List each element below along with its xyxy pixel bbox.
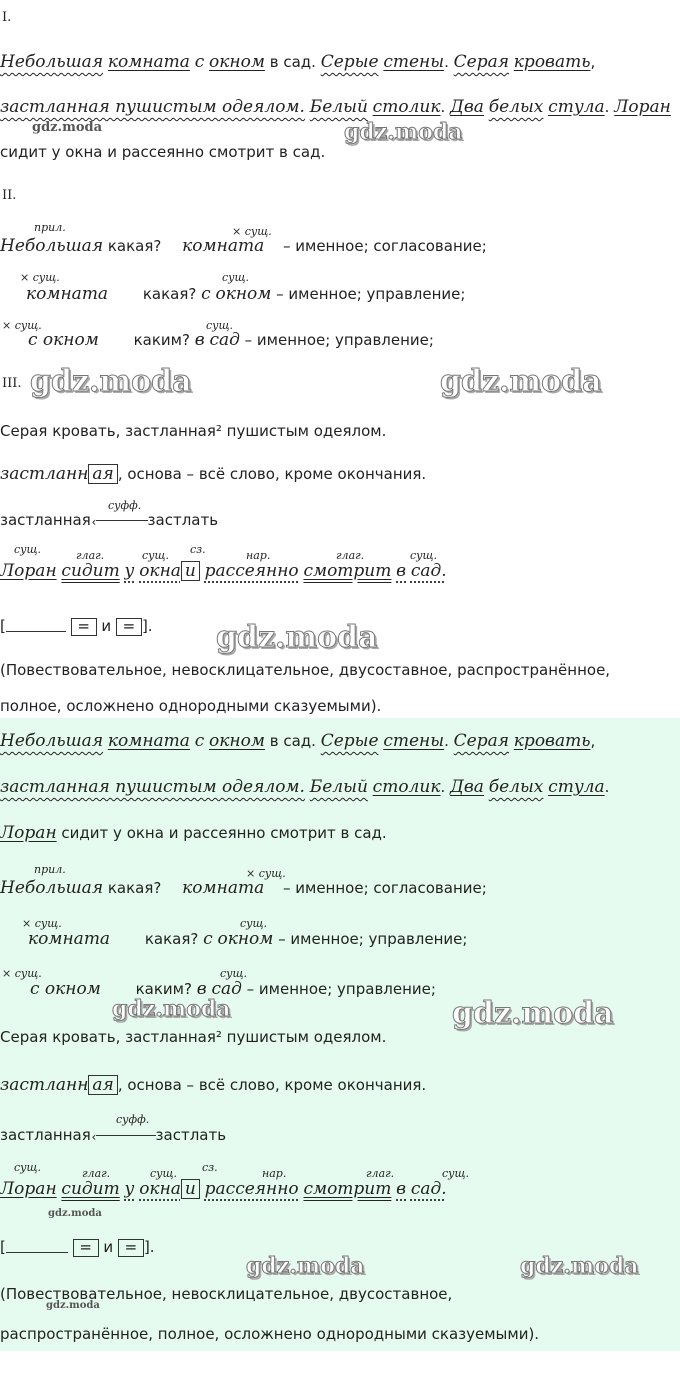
subject: Лоран (0, 1179, 57, 1199)
phrase-word: Небольшая (0, 236, 104, 256)
g-morpheme-line (0, 1075, 426, 1095)
word-seraya: Серая (453, 52, 509, 72)
morph-desc: , основа – всё слово, кроме окончания. (117, 1076, 427, 1094)
word: Два (450, 777, 484, 797)
dot: . (444, 732, 449, 750)
dot: . (444, 53, 449, 71)
phrase-word: окном (217, 929, 274, 949)
sentence-line-3: сидит у окна и рассеянно смотрит в сад. (0, 143, 326, 161)
phrase-prep: в (196, 979, 207, 999)
phrase-desc: – именное; согласование; (283, 237, 487, 255)
g-phrase-3 (30, 979, 436, 999)
adverbial: рассеянно (204, 1179, 299, 1199)
phrase-2 (26, 284, 465, 304)
mark-noun: × сущ. (232, 225, 272, 238)
watermark: gdz.moda (440, 364, 602, 399)
scheme-subject (6, 1252, 68, 1253)
g-desc-line-1: (Повествовательное, невосклицательное, двусоставное, (0, 1285, 453, 1303)
mark: сущ. (220, 967, 248, 980)
morph-ending: ая (88, 1075, 117, 1095)
phrase-word: окном (215, 284, 272, 304)
phrase-question: какая? (107, 879, 162, 897)
deriv-from: застланная (0, 511, 91, 529)
adverbial: окна (139, 1179, 181, 1199)
phrase-word: комната (182, 878, 265, 898)
word: Лоран (0, 823, 57, 843)
mark: глаг. (366, 1167, 395, 1180)
word: столик (372, 777, 441, 797)
phrase-question: какая? (142, 285, 197, 303)
phrase-question: каким? (133, 331, 190, 349)
word: с (194, 731, 205, 751)
word-komnata: комната (107, 52, 190, 72)
morpheme-line (0, 464, 426, 484)
g-parsed-sentence (0, 1179, 447, 1199)
mark: сущ. (442, 1167, 470, 1180)
phrase-desc: – именное; управление; (244, 331, 434, 349)
adverbial: рассеянно (204, 561, 299, 581)
scheme-bracket: ]. (143, 1238, 155, 1256)
mark-noun: × сущ. (2, 319, 42, 332)
word: в сад. (269, 732, 316, 750)
mark-noun: сущ. (222, 271, 250, 284)
prep: у (124, 561, 135, 581)
derivation-line (0, 510, 218, 530)
word-serye: Серые (320, 52, 379, 72)
deriv-to: застлать (147, 511, 219, 529)
phrase-prep: в (194, 330, 205, 350)
comma: , (590, 732, 596, 750)
adverbial: сад. (410, 1179, 447, 1199)
phrase-word: комната (182, 236, 265, 256)
word-s: с (194, 52, 205, 72)
word: стула (548, 777, 605, 797)
phrase-3 (28, 330, 434, 350)
mark: × сущ. (246, 867, 286, 880)
watermark: gdz.moda (344, 119, 463, 145)
prep: у (124, 1179, 135, 1199)
g-phrase-2 (28, 929, 467, 949)
watermark: gdz.moda (32, 120, 103, 135)
morph-stem: застланн (0, 464, 89, 484)
sentence-line-2 (0, 97, 671, 117)
scheme-predicate: = (73, 1239, 99, 1257)
deriv-from: застланная (0, 1126, 91, 1144)
g-phrase-1 (0, 878, 487, 898)
mark: × сущ. (22, 917, 62, 930)
phrase-word: сад (211, 979, 242, 999)
parsed-sentence (0, 561, 447, 581)
word-stula: стула (548, 97, 605, 117)
scheme-and: и (103, 1238, 114, 1256)
g-sentence-line-1 (0, 731, 595, 751)
scheme-subject (6, 631, 66, 632)
g-sentence-line-2 (0, 777, 609, 797)
watermark: gdz.moda (48, 1208, 102, 1219)
word-stolik: столик (372, 97, 441, 117)
prep: в (396, 1179, 407, 1199)
mark: сущ. (14, 1161, 42, 1174)
mark: прил. (34, 863, 66, 876)
mark-suffix: суфф. (116, 1113, 150, 1126)
mark: сущ. (410, 549, 438, 562)
watermark: gdz.moda (216, 620, 378, 655)
morph-ending: ая (88, 464, 117, 484)
conjunction: и (181, 1179, 200, 1199)
phrase-word: с окном (30, 979, 101, 999)
phrase-1 (0, 236, 487, 256)
word-steny: стены (383, 52, 445, 72)
dot: . (440, 778, 446, 796)
arrow-left-icon: ‹ (96, 1135, 156, 1136)
mark: сущ. (142, 549, 170, 562)
watermark: gdz.moda (112, 996, 231, 1022)
mark-noun: сущ. (206, 319, 234, 332)
word-dva: Два (450, 97, 484, 117)
g-desc-line-2: распространённое, полное, осложнено однородными сказуемыми). (0, 1325, 540, 1343)
scheme-and: и (101, 617, 112, 635)
mark: нар. (262, 1167, 287, 1180)
phrase-desc: – именное; управление; (246, 980, 436, 998)
word: комната (107, 731, 190, 751)
mark: нар. (246, 549, 271, 562)
word-v-sad: в сад. (269, 53, 316, 71)
word-belyi: Белый (309, 97, 368, 117)
word-belyh: белых (488, 97, 544, 117)
scheme-predicate: = (116, 618, 142, 636)
phrase-prep: с (201, 284, 211, 304)
mark: × сущ. (2, 967, 42, 980)
predicate: смотрит (303, 561, 392, 581)
phrase-desc: – именное; согласование; (283, 879, 487, 897)
g-sentence-line-3 (0, 823, 387, 843)
conjunction: и (181, 561, 200, 581)
morph-stem: застланн (0, 1075, 89, 1095)
phrase-prep: с (203, 929, 213, 949)
g-sentence-scheme (0, 1237, 155, 1257)
predicate: смотрит (303, 1179, 392, 1199)
mark-adj: прил. (34, 221, 66, 234)
desc-line-2: полное, осложнено однородными сказуемыми). (0, 697, 382, 715)
mark: сз. (202, 1161, 218, 1174)
morph-desc: , основа – всё слово, кроме окончания. (117, 465, 427, 483)
word: Серая (453, 731, 509, 751)
mark: сущ. (150, 1167, 178, 1180)
phrase-question: каким? (135, 980, 192, 998)
subject: Лоран (0, 561, 57, 581)
phrase-question: какая? (107, 237, 162, 255)
dot: . (440, 98, 446, 116)
word: сидит у окна и рассеянно смотрит в сад. (61, 824, 387, 842)
phrase-word: комната (28, 929, 111, 949)
scheme-bracket: [ (0, 1238, 6, 1256)
mark: сз. (190, 543, 206, 556)
word: стены (383, 731, 445, 751)
word-nebolshaya: Небольшая (0, 52, 104, 72)
scheme-predicate: = (71, 618, 97, 636)
watermark: gdz.moda (246, 1253, 365, 1279)
scheme-predicate: = (118, 1239, 144, 1257)
word-oknom: окном (209, 52, 265, 72)
arrow-left-icon: ‹ (96, 520, 148, 521)
dot: . (604, 778, 610, 796)
mark: сущ. (14, 543, 42, 556)
analysis-line: Серая кровать, застланная² пушистым одеялом. (0, 422, 387, 440)
sentence-line-1 (0, 52, 595, 72)
scheme-bracket: [ (0, 617, 6, 635)
adverbial: окна (139, 561, 181, 581)
watermark: gdz.moda (30, 364, 192, 399)
mark: глаг. (82, 1167, 111, 1180)
g-derivation-line (0, 1125, 226, 1145)
phrase-word: с окном (28, 330, 99, 350)
mark: сущ. (240, 917, 268, 930)
mark: глаг. (336, 549, 365, 562)
phrase-word: сад (209, 330, 240, 350)
word: кровать (513, 731, 591, 751)
predicate: сидит (61, 561, 120, 581)
dot: . (604, 98, 610, 116)
word: окном (209, 731, 265, 751)
phrase-desc: – именное; управление; (278, 930, 468, 948)
phrase-question: какая? (144, 930, 199, 948)
watermark: gdz.moda (520, 1253, 639, 1279)
word: Небольшая (0, 731, 104, 751)
prep: в (396, 561, 407, 581)
watermark: gdz.moda (452, 996, 614, 1031)
mark: глаг. (76, 549, 105, 562)
sentence-scheme (0, 616, 153, 636)
word: белых (488, 777, 544, 797)
word-loran: Лоран (614, 97, 671, 117)
roman-one: I. (2, 10, 12, 25)
roman-two: II. (2, 188, 17, 203)
word-zastlannaya: застланная пушистым одеялом. (0, 97, 305, 117)
desc-line-1: (Повествовательное, невосклицательное, двусоставное, распространённое, (0, 661, 611, 679)
phrase-word: комната (26, 284, 109, 304)
phrase-desc: – именное; управление; (276, 285, 466, 303)
mark-suffix: суфф. (108, 499, 142, 512)
predicate: сидит (61, 1179, 120, 1199)
word: Белый (309, 777, 368, 797)
scheme-bracket: ]. (141, 617, 153, 635)
comma: , (590, 53, 596, 71)
watermark: gdz.moda (46, 1300, 100, 1311)
word-krovat: кровать (513, 52, 591, 72)
g-analysis-line: Серая кровать, застланная² пушистым одеялом. (0, 1028, 387, 1046)
deriv-to: застлать (155, 1126, 227, 1144)
word: застланная пушистым одеялом. (0, 777, 305, 797)
mark-noun: × сущ. (20, 271, 60, 284)
adverbial: сад. (410, 561, 447, 581)
phrase-word: Небольшая (0, 878, 104, 898)
word: Серые (320, 731, 379, 751)
roman-three: III. (2, 376, 22, 391)
